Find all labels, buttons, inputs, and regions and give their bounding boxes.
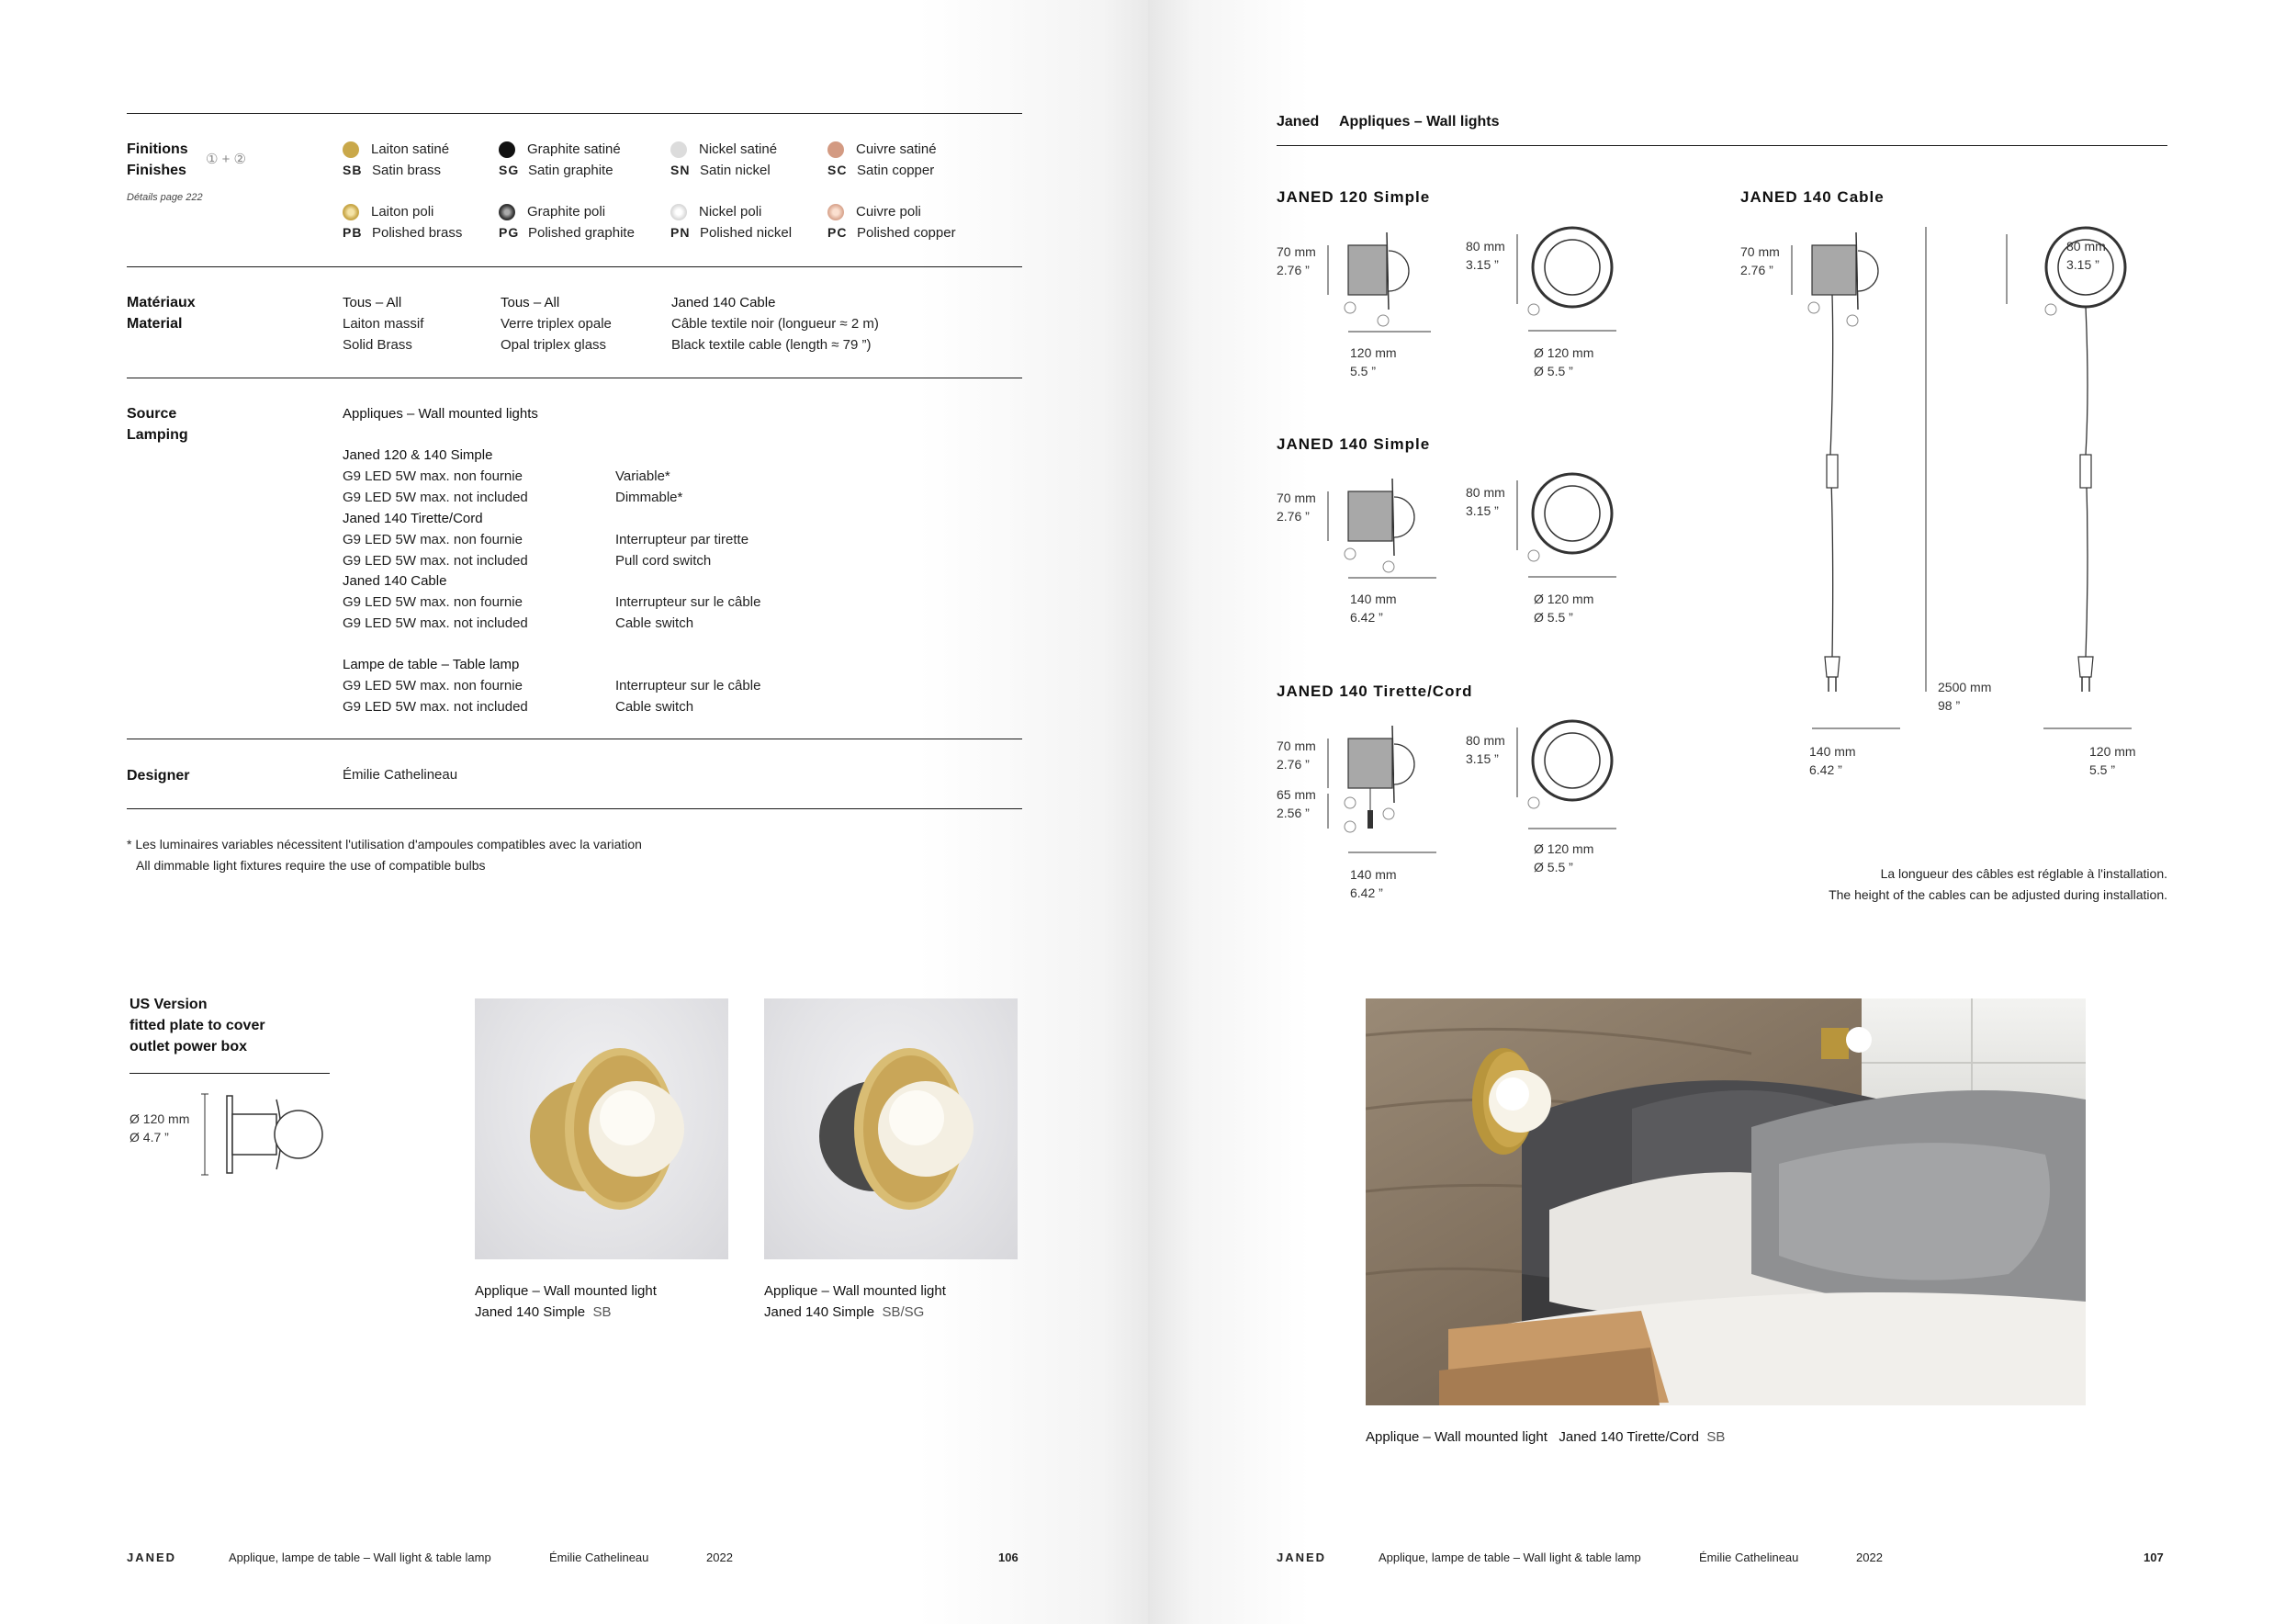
dim-label: 3.15 ” <box>1466 503 1499 518</box>
material-label-fr: Matériaux <box>127 295 196 310</box>
finish-markers: ① + ② <box>206 152 246 167</box>
material-col-line: Verre triplex opale <box>501 316 612 332</box>
finishes-label-en: Finishes <box>127 163 186 178</box>
finish-en-text: Satin graphite <box>528 163 613 178</box>
finish-fr: Nickel satiné <box>699 141 778 157</box>
swatch-polished-copper <box>827 204 844 220</box>
finish-code: PG <box>499 225 520 240</box>
us-dim: Ø 120 mm <box>129 1111 190 1126</box>
finish-code: PN <box>670 225 691 240</box>
product-photo-sb-sg <box>764 998 1018 1259</box>
footnote-en: All dimmable light fixtures require the use of compatible bulbs <box>136 858 486 873</box>
dim-label: 80 mm <box>1466 239 1505 254</box>
finish-en-text: Polished copper <box>857 225 956 241</box>
dim-label: Ø 120 mm <box>1534 841 1594 856</box>
finish-code: SC <box>827 163 848 177</box>
divider <box>129 1073 330 1074</box>
cable-lamp-drawing <box>1786 225 2154 735</box>
finish-en-text: Polished brass <box>372 225 463 241</box>
finish-code: PB <box>343 225 363 240</box>
front-view-drawing <box>1514 225 1633 335</box>
us-plate-drawing <box>197 1088 335 1180</box>
photo-caption-code: SB <box>1706 1429 1726 1445</box>
finish-en <box>827 222 956 243</box>
dim-label: Ø 120 mm <box>1534 345 1594 360</box>
footer-desc: Applique, lampe de table – Wall light & table lamp <box>1379 1551 1641 1564</box>
section-title: JANED 140 Tirette/Cord <box>1277 682 1473 700</box>
header-brand: Janed <box>1277 114 1320 130</box>
finish-code: PC <box>827 225 848 240</box>
interior-photo <box>1366 998 2086 1405</box>
photo-caption-code: SB <box>592 1304 612 1320</box>
footer-year: 2022 <box>1856 1551 1883 1564</box>
dim-label: 5.5 ” <box>2089 762 2116 777</box>
swatch-satin-copper <box>827 141 844 158</box>
dim-label: 3.15 ” <box>2066 257 2099 272</box>
front-view-drawing <box>1514 471 1633 581</box>
lamp-illustration <box>475 998 728 1259</box>
footer-brand: JANED <box>127 1551 177 1564</box>
source-line: G9 LED 5W max. not included <box>343 490 528 505</box>
photo-caption-line: Applique – Wall mounted light <box>1366 1429 1548 1445</box>
source-line: G9 LED 5W max. not included <box>343 699 528 715</box>
source-line: Interrupteur par tirette <box>615 532 749 547</box>
material-col-line: Black textile cable (length ≈ 79 ”) <box>671 337 872 353</box>
footer-brand: JANED <box>1277 1551 1327 1564</box>
dim-label: 140 mm <box>1350 592 1397 606</box>
divider <box>127 808 1022 809</box>
designer-label: Designer <box>127 768 190 784</box>
dim-label: 120 mm <box>1350 345 1397 360</box>
photo-caption-code: SB/SG <box>882 1304 925 1320</box>
dim-label: 140 mm <box>1350 867 1397 882</box>
finish-fr: Laiton satiné <box>371 141 450 157</box>
dim-label: 2500 mm <box>1938 680 1992 694</box>
material-label-en: Material <box>127 316 183 332</box>
material-col-line: Opal triplex glass <box>501 337 607 353</box>
finish-fr: Graphite poli <box>527 204 606 220</box>
dim-label: 80 mm <box>1466 485 1505 500</box>
footer-desc: Applique, lampe de table – Wall light & table lamp <box>229 1551 491 1564</box>
finish-en <box>827 160 934 181</box>
dim-label: 3.15 ” <box>1466 751 1499 766</box>
finish-fr: Cuivre poli <box>856 204 921 220</box>
dim-label: 80 mm <box>2066 239 2106 254</box>
section-title: JANED 140 Cable <box>1740 188 1885 206</box>
finish-en <box>670 222 792 243</box>
dim-label: Ø 120 mm <box>1534 592 1594 606</box>
section-title: JANED 120 Simple <box>1277 188 1431 206</box>
footer-year: 2022 <box>706 1551 733 1564</box>
source-line: Interrupteur sur le câble <box>615 678 761 694</box>
dim-label: 5.5 ” <box>1350 364 1377 378</box>
designer-name: Émilie Cathelineau <box>343 767 458 783</box>
source-line: G9 LED 5W max. non fournie <box>343 678 523 694</box>
dim-label: 70 mm <box>1277 491 1316 505</box>
finish-en-text: Satin nickel <box>700 163 771 178</box>
dim-label: 2.76 ” <box>1277 509 1310 524</box>
swatch-polished-brass <box>343 204 359 220</box>
finish-en-text: Satin brass <box>372 163 442 178</box>
bedroom-scene <box>1366 998 2086 1405</box>
material-col-head: Janed 140 Cable <box>671 295 776 310</box>
dim-label: 6.42 ” <box>1350 885 1383 900</box>
dim-label: 2.76 ” <box>1277 757 1310 772</box>
source-line: Variable* <box>615 468 670 484</box>
dim-label: 70 mm <box>1277 244 1316 259</box>
finish-en-text: Polished graphite <box>528 225 635 241</box>
footer-designer: Émilie Cathelineau <box>1699 1551 1799 1564</box>
header-title: Appliques – Wall lights <box>1339 114 1500 130</box>
divider <box>127 266 1022 267</box>
us-version-line: outlet power box <box>129 1039 247 1054</box>
footer-designer: Émilie Cathelineau <box>549 1551 649 1564</box>
finish-en-text: Satin copper <box>857 163 935 178</box>
us-version-title: US Version <box>129 997 208 1012</box>
dim-label: 80 mm <box>1466 733 1505 748</box>
finish-code: SB <box>343 163 363 177</box>
finish-code: SG <box>499 163 520 177</box>
divider <box>127 113 1022 114</box>
photo-caption-model: Janed 140 Simple <box>475 1304 586 1320</box>
swatch-satin-nickel <box>670 141 687 158</box>
finish-fr: Graphite satiné <box>527 141 621 157</box>
dim-label: 70 mm <box>1277 739 1316 753</box>
source-label-fr: Source <box>127 406 177 422</box>
source-group-title: Janed 120 & 140 Simple <box>343 447 493 463</box>
finish-en <box>499 222 635 243</box>
dim-label: 140 mm <box>1809 744 1856 759</box>
cable-note-fr: La longueur des câbles est réglable à l'installation. <box>1880 866 2167 881</box>
dim-label: Ø 5.5 ” <box>1534 860 1573 874</box>
finish-en-text: Polished nickel <box>700 225 793 241</box>
swatch-polished-graphite <box>499 204 515 220</box>
dim-label: 3.15 ” <box>1466 257 1499 272</box>
swatch-polished-nickel <box>670 204 687 220</box>
finish-fr: Nickel poli <box>699 204 762 220</box>
finish-en <box>343 222 462 243</box>
source-line: Interrupteur sur le câble <box>615 594 761 610</box>
finishes-label-fr: Finitions <box>127 141 188 157</box>
photo-caption <box>1366 1427 1725 1448</box>
lamp-illustration <box>764 998 1018 1259</box>
side-view-drawing <box>1322 225 1433 335</box>
dim-label: 2.56 ” <box>1277 806 1310 820</box>
footnote-fr: * Les luminaires variables nécessitent l'utilisation d'ampoules compatibles avec la variation <box>127 837 642 851</box>
material-col-line: Solid Brass <box>343 337 412 353</box>
dim-label: 98 ” <box>1938 698 1961 713</box>
photo-caption <box>475 1302 611 1323</box>
photo-caption: Applique – Wall mounted light <box>764 1283 946 1299</box>
dim-label: 2.76 ” <box>1277 263 1310 277</box>
source-line: G9 LED 5W max. not included <box>343 615 528 631</box>
source-line: Dimmable* <box>615 490 683 505</box>
dim-label: 6.42 ” <box>1809 762 1842 777</box>
source-line: G9 LED 5W max. not included <box>343 553 528 569</box>
finish-fr: Cuivre satiné <box>856 141 937 157</box>
swatch-satin-brass <box>343 141 359 158</box>
material-col-head: Tous – All <box>343 295 402 310</box>
page-number: 107 <box>2144 1551 2164 1564</box>
swatch-satin-graphite <box>499 141 515 158</box>
side-view-cord-drawing <box>1322 718 1442 856</box>
dim-label: 120 mm <box>2089 744 2136 759</box>
source-line: Cable switch <box>615 699 694 715</box>
product-photo-sb <box>475 998 728 1259</box>
source-group-title: Lampe de table – Table lamp <box>343 657 520 672</box>
source-line: Pull cord switch <box>615 553 712 569</box>
finish-en <box>343 160 441 181</box>
source-group-title: Janed 140 Tirette/Cord <box>343 511 483 526</box>
finish-code: SN <box>670 163 691 177</box>
source-group-title: Janed 140 Cable <box>343 573 447 589</box>
source-heading: Appliques – Wall mounted lights <box>343 406 538 422</box>
dim-label: Ø 5.5 ” <box>1534 610 1573 625</box>
section-title: JANED 140 Simple <box>1277 435 1431 453</box>
page-number: 106 <box>998 1551 1019 1564</box>
side-view-drawing <box>1322 471 1442 581</box>
cable-note-en: The height of the cables can be adjusted during installation. <box>1829 887 2167 902</box>
dim-label: 65 mm <box>1277 787 1316 802</box>
front-view-drawing <box>1514 718 1633 833</box>
right-page <box>1148 0 2296 1624</box>
finish-en <box>499 160 613 181</box>
photo-caption-model: Janed 140 Simple <box>764 1304 875 1320</box>
dim-label: 6.42 ” <box>1350 610 1383 625</box>
finish-en <box>670 160 771 181</box>
us-dim: Ø 4.7 ” <box>129 1130 169 1145</box>
material-col-line: Câble textile noir (longueur ≈ 2 m) <box>671 316 879 332</box>
source-label-en: Lamping <box>127 427 188 443</box>
source-line: G9 LED 5W max. non fournie <box>343 468 523 484</box>
material-col-head: Tous – All <box>501 295 560 310</box>
source-line: G9 LED 5W max. non fournie <box>343 594 523 610</box>
us-version-line: fitted plate to cover <box>129 1018 265 1033</box>
material-col-line: Laiton massif <box>343 316 424 332</box>
photo-caption-model: Janed 140 Tirette/Cord <box>1559 1429 1700 1445</box>
dim-label: 70 mm <box>1740 244 1780 259</box>
source-line: G9 LED 5W max. non fournie <box>343 532 523 547</box>
photo-caption <box>764 1302 924 1323</box>
dim-label: Ø 5.5 ” <box>1534 364 1573 378</box>
dim-label: 2.76 ” <box>1740 263 1773 277</box>
photo-caption: Applique – Wall mounted light <box>475 1283 657 1299</box>
finish-fr: Laiton poli <box>371 204 434 220</box>
divider <box>1277 145 2167 146</box>
finishes-note: Détails page 222 <box>127 192 203 203</box>
source-line: Cable switch <box>615 615 694 631</box>
